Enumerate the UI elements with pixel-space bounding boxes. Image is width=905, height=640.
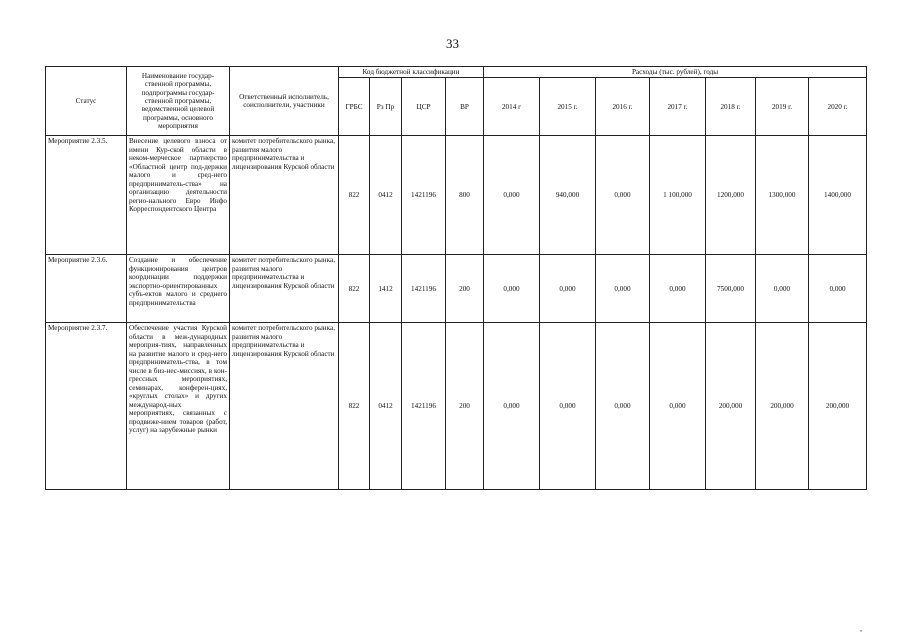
row-vr: 200 [446,323,484,490]
row-value: 0,000 [650,323,706,490]
corner-mark: , [860,624,862,633]
row-value: 0,000 [809,255,867,323]
row-status: Мероприятие 2.3.6. [46,255,127,323]
header-expenses: Расходы (тыс. рублей), годы [484,67,867,78]
header-year: 2014 г [484,78,540,136]
header-row-groups [46,67,867,78]
row-grbs: 822 [339,255,370,323]
row-value: 1300,000 [756,136,809,255]
row-value: 0,000 [650,255,706,323]
table-row [46,255,867,323]
table-row [46,136,867,255]
row-csr: 1421196 [402,136,446,255]
row-value: 1400,000 [809,136,867,255]
header-year: 2017 г. [650,78,706,136]
row-rzpr: 0412 [370,323,402,490]
header-year: 2015 г. [540,78,596,136]
header-status: Статус [46,67,127,136]
page-number: 33 [446,36,459,51]
row-grbs: 822 [339,136,370,255]
row-value: 0,000 [596,255,650,323]
row-value: 0,000 [540,255,596,323]
row-value: 0,000 [484,136,540,255]
row-value: 1 100,000 [650,136,706,255]
header-executor: Ответственный исполнитель, соисполнители, участники [230,67,339,136]
header-year: 2016 г. [596,78,650,136]
row-value: 200,000 [809,323,867,490]
row-vr: 800 [446,136,484,255]
row-grbs: 822 [339,323,370,490]
row-rzpr: 0412 [370,136,402,255]
header-year: 2018 г. [706,78,756,136]
header-year: 2020 г. [809,78,867,136]
header-vr: ВР [446,78,484,136]
header-year: 2019 г. [756,78,809,136]
row-executor: комитет потребительского рынка, развития малого предпринимательства и лицензирования Курской области [230,136,339,255]
row-name: Обеспечение участия Курской области в меж-дународных мероприя-тиях, направленных на развитие малого и сред-него предприниматель-ства, в том числе в биз-нес-миссиях, в кон-грессных мероприятиях, семинарах, конферен-циях, «круглых столах» и других международ-ных мероприятиях, связанных с продвиже-нием товаров (работ, услуг) на зарубежные рынки [127,323,230,490]
row-executor: комитет потребительского рынка, развития малого предпринимательства и лицензирования Курской области [230,323,339,490]
table-row [46,323,867,490]
row-value: 0,000 [596,323,650,490]
row-value: 0,000 [756,255,809,323]
row-status: Мероприятие 2.3.5. [46,136,127,255]
row-value: 940,000 [540,136,596,255]
row-status: Мероприятие 2.3.7. [46,323,127,490]
header-budget-classification: Код бюджетной классификации [339,67,484,78]
row-executor: комитет потребительского рынка, развития малого предпринимательства и лицензирования Курской области [230,255,339,323]
row-value: 0,000 [484,323,540,490]
header-name: Наименование государ-ственной программы, подпрограммы государ-ственной программы, ведомственной целевой программы, основного мероприятия [127,67,230,136]
row-value: 200,000 [706,323,756,490]
row-csr: 1421196 [402,323,446,490]
row-vr: 200 [446,255,484,323]
row-value: 0,000 [540,323,596,490]
row-value: 0,000 [596,136,650,255]
row-value: 0,000 [484,255,540,323]
header-grbs: ГРБС [339,78,370,136]
row-value: 1200,000 [706,136,756,255]
budget-table [45,66,867,490]
header-csr: ЦСР [402,78,446,136]
row-name: Внесение целевого взноса от имени Кур-ской области в неком-мерческое партнерство «Областной центр под-держки малого и сред-него предприниматель-ства» на организацию деятельности регио-нального Евро Инфо Корреспондентского Центра [127,136,230,255]
row-name: Создание и обеспечение функционирования центров координации поддержки экспортно-ориентированных субъ-ектов малого и среднего предпринимательства [127,255,230,323]
row-value: 7500,000 [706,255,756,323]
row-rzpr: 1412 [370,255,402,323]
row-csr: 1421196 [402,255,446,323]
row-value: 200,000 [756,323,809,490]
header-rzpr: Рз Пр [370,78,402,136]
